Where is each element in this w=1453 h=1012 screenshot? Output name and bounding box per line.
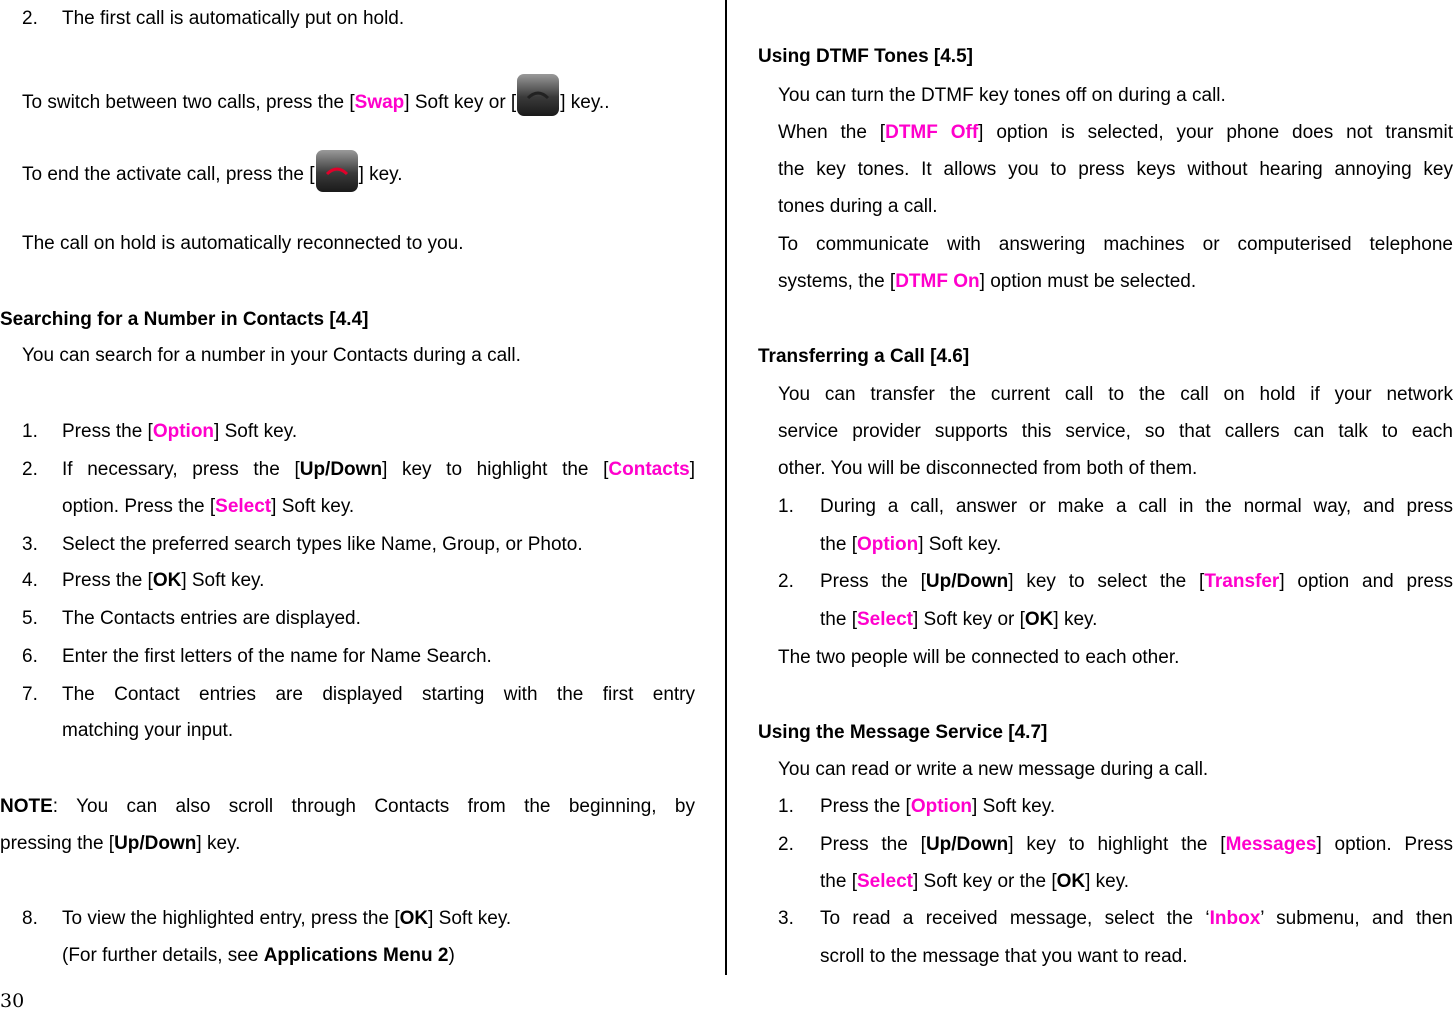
list-number: 1.: [778, 496, 794, 517]
section-heading-message: Using the Message Service [4.7]: [758, 722, 1048, 743]
note-cont: pressing the [Up/Down] key.: [0, 833, 241, 854]
call-end-key-icon: [316, 150, 358, 192]
list-number: 2.: [778, 571, 794, 592]
list-number: 1.: [22, 421, 38, 442]
message-step-2-cont: the [Select] Soft key or the [OK] key.: [820, 871, 1130, 892]
list-number: 6.: [22, 646, 38, 667]
list-number: 1.: [778, 796, 794, 817]
column-divider: [725, 0, 727, 975]
step-2-cont: option. Press the [Select] Soft key.: [62, 496, 355, 517]
step-4: Press the [OK] Soft key.: [62, 570, 265, 591]
dtmf-para-2: To communicate with answering machines or computerised telephone: [778, 234, 1453, 255]
message-step-1: Press the [Option] Soft key.: [820, 796, 1056, 817]
transfer-step-1-cont: the [Option] Soft key.: [820, 534, 1002, 555]
transfer-step-2: Press the [Up/Down] key to select the [Transfer] option and press: [820, 571, 1453, 592]
step-7: The Contact entries are displayed starting with the first entry: [62, 684, 695, 705]
list-number: 4.: [22, 570, 38, 591]
list-number: 2.: [22, 8, 38, 29]
message-intro: You can read or write a new message during a call.: [778, 759, 1209, 780]
dtmf-para-1-l3: tones during a call.: [778, 196, 938, 217]
list-number: 3.: [22, 534, 38, 555]
list-number: 3.: [778, 908, 794, 929]
dtmf-intro: You can turn the DTMF key tones off on during a call.: [778, 85, 1226, 106]
transfer-end: The two people will be connected to each other.: [778, 647, 1180, 668]
step-1: Press the [Option] Soft key.: [62, 421, 298, 442]
swap-instruction: To switch between two calls, press the [Swap] Soft key or [ ] key..: [22, 74, 610, 116]
dtmf-para-1: When the [DTMF Off] option is selected, your phone does not transmit: [778, 122, 1453, 143]
dtmf-para-1-l2: the key tones. It allows you to press keys without hearing annoying key: [778, 159, 1453, 180]
list-number: 2.: [778, 834, 794, 855]
transfer-intro-l2: service provider supports this service, so that callers can talk to each: [778, 421, 1453, 442]
note: NOTE: You can also scroll through Contacts from the beginning, by: [0, 796, 695, 817]
transfer-intro-l3: other. You will be disconnected from both of them.: [778, 458, 1198, 479]
section-heading-dtmf: Using DTMF Tones [4.5]: [758, 46, 973, 67]
list-number: 5.: [22, 608, 38, 629]
list-number: 7.: [22, 684, 38, 705]
step-2: If necessary, press the [Up/Down] key to highlight the [Contacts]: [62, 459, 695, 480]
section-heading-transfer: Transferring a Call [4.6]: [758, 346, 970, 367]
hold-text: The first call is automatically put on hold.: [62, 8, 405, 29]
step-7-cont: matching your input.: [62, 720, 234, 741]
step-8-cont: (For further details, see Applications Menu 2): [62, 945, 455, 966]
step-8: To view the highlighted entry, press the [OK] Soft key.: [62, 908, 512, 929]
end-call-instruction: To end the activate call, press the [ ] key.: [22, 150, 403, 192]
section-heading-contacts: Searching for a Number in Contacts [4.4]: [0, 309, 369, 330]
call-send-key-icon: [517, 74, 559, 116]
dtmf-para-2-l2: systems, the [DTMF On] option must be selected.: [778, 271, 1197, 292]
swap-key: Swap: [354, 92, 405, 113]
list-number: 2.: [22, 459, 38, 480]
transfer-intro-l1: You can transfer the current call to the call on hold if your network: [778, 384, 1453, 405]
reconnect-text: The call on hold is automatically reconnected to you.: [22, 233, 464, 254]
message-step-2: Press the [Up/Down] key to highlight the [Messages] option. Press: [820, 834, 1453, 855]
message-step-3: To read a received message, select the ‘Inbox’ submenu, and then: [820, 908, 1453, 929]
message-step-3-cont: scroll to the message that you want to read.: [820, 946, 1188, 967]
contacts-intro: You can search for a number in your Contacts during a call.: [22, 345, 521, 366]
page-number: 30: [0, 990, 25, 1012]
step-3: Select the preferred search types like Name, Group, or Photo.: [62, 534, 583, 555]
step-5: The Contacts entries are displayed.: [62, 608, 361, 629]
list-number: 8.: [22, 908, 38, 929]
step-6: Enter the first letters of the name for Name Search.: [62, 646, 492, 667]
transfer-step-1: During a call, answer or make a call in the normal way, and press: [820, 496, 1453, 517]
transfer-step-2-cont: the [Select] Soft key or [OK] key.: [820, 609, 1098, 630]
